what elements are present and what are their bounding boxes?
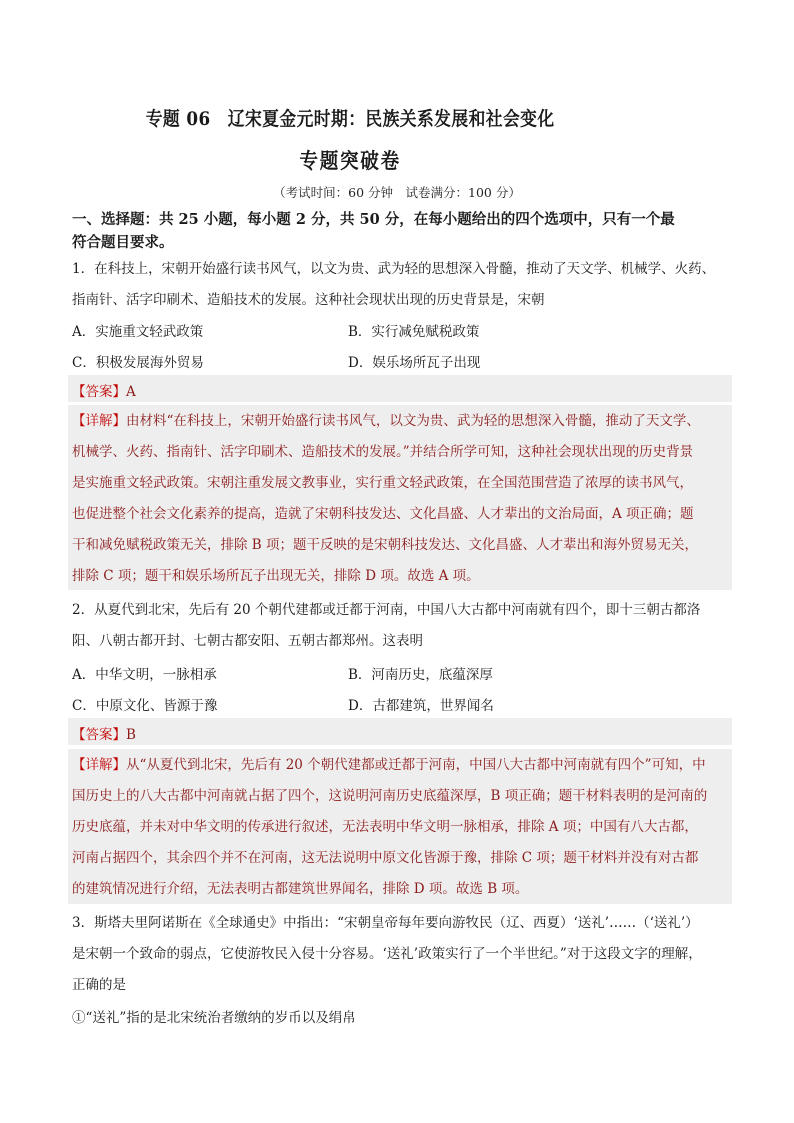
question-2-line-1: 2．从夏代到北宋，先后有 20 个朝代建都或迁都于河南，中国八大古都中河南就有四个，即十三朝古都洛 — [72, 602, 701, 618]
detail-tag: 【详解】 — [72, 757, 126, 773]
detail-line-1: 从“从夏代到北宋，先后有 20 个朝代建都或迁都于河南，中国八大古都中河南就有四个”可知，中 — [126, 757, 706, 773]
question-1-answer — [72, 380, 136, 400]
question-2-detail — [72, 750, 732, 905]
question-3-stem — [72, 908, 732, 1001]
question-1-option-a: A．实施重文轻武政策 — [72, 324, 204, 340]
question-2-answer-box — [68, 718, 732, 745]
question-3-line-3: 正确的是 — [72, 977, 126, 993]
question-1-option-b: B．实行减免赋税政策 — [348, 324, 480, 340]
detail-line-2: 机械学、火药、指南针、活字印刷术、造船技术的发展。”并结合所学可知，这种社会现状出现的历史背景 — [72, 444, 694, 460]
question-2-answer — [72, 723, 136, 743]
page-subtitle: 专题突破卷 — [299, 148, 401, 173]
question-1-line-2: 指南针、活字印刷术、造船技术的发展。这种社会现状出现的历史背景是，宋朝 — [72, 292, 545, 308]
question-1-option-d: D．娱乐场所瓦子出现 — [348, 355, 481, 371]
detail-line-1: 由材料“在科技上，宋朝开始盛行读书风气，以文为贵、武为轻的思想深入骨髓，推动了天文学、 — [126, 413, 700, 429]
answer-value: B — [126, 727, 136, 743]
question-2-option-c: C．中原文化、皆源于豫 — [72, 698, 218, 714]
question-3-item-1: ①“送礼”指的是北宋统治者缴纳的岁币以及绢帛 — [72, 1010, 356, 1026]
question-1-line-1: 1．在科技上，宋朝开始盛行读书风气，以文为贵、武为轻的思想深入骨髓，推动了天文学、机械学、火药、 — [72, 261, 716, 277]
section-heading — [72, 208, 732, 254]
answer-value: A — [126, 384, 136, 400]
question-3-line-1: 3．斯塔夫里阿诺斯在《全球通史》中指出：“宋朝皇帝每年要向游牧民（辽、西夏）‘送礼’……（‘送礼’） — [72, 915, 699, 931]
question-1-option-c: C．积极发展海外贸易 — [72, 355, 204, 371]
page-title: 专题 06 辽宋夏金元时期：民族关系发展和社会变化 — [145, 108, 555, 130]
question-3-line-2: 是宋朝一个致命的弱点，它使游牧民入侵十分容易。‘送礼’政策实行了一个半世纪。”对于这段文字的理解， — [72, 946, 702, 962]
detail-line-3: 历史底蕴，并未对中华文明的传承进行叙述，无法表明中华文明一脉相承，排除 A 项；中国有八大古都， — [72, 819, 698, 835]
question-2-stem — [72, 595, 732, 657]
detail-line-4: 也促进整个社会文化素养的提高，造就了宋朝科技发达、文化昌盛、人才辈出的文治局面，A 项正确；题 — [72, 506, 694, 522]
exam-info: （考试时间：60 分钟 试卷满分：100 分） — [273, 185, 521, 200]
question-1-stem — [72, 254, 732, 316]
detail-line-2: 国历史上的八大古都中河南就占据了四个，这说明河南历史底蕴深厚，B 项正确；题干材料表明的是河南的 — [72, 788, 708, 804]
detail-line-5: 的建筑情况进行介绍，无法表明古都建筑世界闻名，排除 D 项。故选 B 项。 — [72, 881, 529, 897]
question-1-detail — [72, 406, 732, 592]
detail-line-5: 干和减免赋税政策无关，排除 B 项；题干反映的是宋朝科技发达、文化昌盛、人才辈出和海外贸易无关， — [72, 537, 699, 553]
question-2-option-d: D．古都建筑，世界闻名 — [348, 698, 494, 714]
question-1-answer-box — [68, 375, 732, 402]
detail-tag: 【详解】 — [72, 413, 126, 429]
question-2-option-b: B．河南历史，底蕴深厚 — [348, 667, 493, 683]
section-heading-line-2: 符合题目要求。 — [72, 234, 174, 251]
answer-tag: 【答案】 — [72, 727, 126, 743]
question-2-option-a: A．中华文明，一脉相承 — [72, 667, 217, 683]
detail-line-3: 是实施重文轻武政策。宋朝注重发展文教事业，实行重文轻武政策，在全国范围营造了浓厚的读书风气， — [72, 475, 693, 491]
question-2-line-2: 阳、八朝古都开封、七朝古都安阳、五朝古都郑州。这表明 — [72, 633, 423, 649]
answer-tag: 【答案】 — [72, 384, 126, 400]
detail-line-4: 河南占据四个，其余四个并不在河南，这无法说明中原文化皆源于豫，排除 C 项；题干材料并没有对古都 — [72, 850, 699, 866]
section-heading-line-1: 一、选择题：共 25 小题，每小题 2 分，共 50 分，在每小题给出的四个选项中，只有一个最 — [72, 211, 675, 228]
detail-line-6: 排除 C 项；题干和娱乐场所瓦子出现无关，排除 D 项。故选 A 项。 — [72, 568, 480, 584]
